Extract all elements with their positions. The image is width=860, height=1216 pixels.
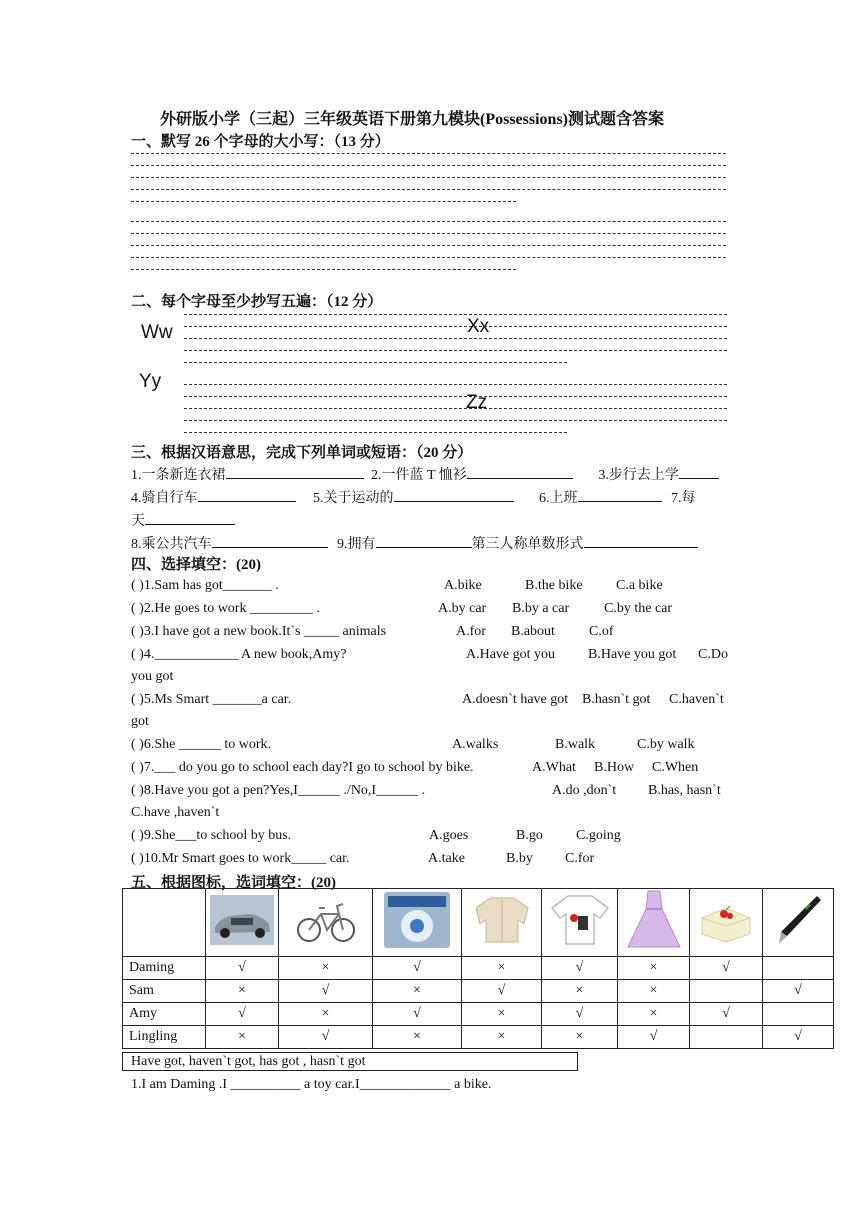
mark-cell: ×: [373, 980, 462, 1003]
option-c-continued: you got: [131, 669, 174, 684]
option-c[interactable]: C.going: [576, 828, 621, 843]
mark-cell: √: [542, 957, 618, 980]
question-stem: ( )8.Have you got a pen?Yes,I______ ./No,I______ .: [131, 783, 426, 798]
mark-cell: ×: [618, 1003, 690, 1026]
option-b[interactable]: B.walk: [555, 737, 596, 752]
vocab-item: 3.步行去上学: [598, 468, 679, 483]
question-stem: ( )3.I have got a new book.It`s _____ animals: [131, 624, 387, 639]
option-b[interactable]: B.by a car: [512, 601, 570, 616]
section-5-heading: 五、根据图标，选词填空：(20): [131, 875, 336, 891]
mark-cell: ×: [279, 957, 373, 980]
mark-cell: √: [618, 1026, 690, 1049]
mark-cell: ×: [279, 1003, 373, 1026]
letter-yy: Yy: [139, 371, 162, 392]
option-a[interactable]: A.goes: [429, 828, 469, 843]
option-a[interactable]: A.for: [456, 624, 486, 639]
table-row: [123, 957, 834, 980]
mark-cell: ×: [542, 1026, 618, 1049]
answer-blank[interactable]: [679, 464, 719, 479]
vocab-item: 7.每: [671, 491, 696, 506]
vocab-item: 天: [131, 514, 145, 529]
option-a[interactable]: A.What: [532, 760, 576, 775]
option-c[interactable]: C.Do: [698, 647, 728, 662]
pen-picture: [763, 889, 834, 957]
question-stem: ( )5.Ms Smart _______a car.: [131, 692, 292, 707]
option-a[interactable]: A.do ,don`t: [552, 783, 617, 798]
option-b[interactable]: B.hasn`t got: [582, 692, 651, 707]
vocab-row-2: [131, 487, 731, 507]
mark-cell: √: [373, 957, 462, 980]
student-name: Sam: [123, 980, 206, 1003]
vocab-item: 9.拥有: [337, 537, 376, 552]
option-a[interactable]: A.by car: [438, 601, 487, 616]
option-b[interactable]: B.about: [511, 624, 555, 639]
answer-blank[interactable]: [226, 464, 364, 479]
mark-cell: √: [690, 957, 763, 980]
vocab-item: 第三人称单数形式: [471, 537, 584, 552]
mark-cell: √: [206, 1003, 279, 1026]
mark-cell: √: [462, 980, 542, 1003]
option-b[interactable]: B.the bike: [525, 578, 583, 593]
answer-blank[interactable]: [467, 464, 573, 479]
mark-cell: √: [690, 1003, 763, 1026]
option-b[interactable]: B.by: [506, 851, 533, 866]
mark-cell: ×: [618, 957, 690, 980]
section-3-heading: 三、根据汉语意思，完成下列单词或短语：（20 分）: [131, 445, 473, 461]
vocab-row-4: [131, 533, 731, 553]
answer-blank[interactable]: [376, 533, 472, 548]
letter-xx: Xx: [467, 316, 490, 337]
option-b[interactable]: B.has, hasn`t: [648, 783, 721, 798]
section-2-heading: 二、每个字母至少抄写五遍：（12 分）: [131, 294, 383, 310]
letter-ww: Ww: [141, 322, 173, 343]
answer-blank[interactable]: [198, 487, 296, 502]
corner-cell: [123, 889, 206, 957]
section-1-heading: 一、默写 26 个字母的大小写：（13 分）: [131, 134, 390, 150]
option-c[interactable]: C.by the car: [604, 601, 673, 616]
question-stem: ( )7.___ do you go to school each day?I go to school by bike.: [131, 760, 474, 775]
question-stem: ( )10.Mr Smart goes to work_____ car.: [131, 851, 350, 866]
option-c-continued: got: [131, 714, 149, 729]
option-c[interactable]: C.of: [589, 624, 614, 639]
mark-cell: √: [373, 1003, 462, 1026]
dress-picture: [618, 889, 690, 957]
option-c[interactable]: C.by walk: [637, 737, 695, 752]
mark-cell: √: [763, 1026, 834, 1049]
mark-cell: ×: [462, 1003, 542, 1026]
mark-cell: ×: [462, 957, 542, 980]
mark-cell: √: [763, 980, 834, 1003]
vocab-row-1: [131, 464, 731, 484]
option-b[interactable]: B.go: [516, 828, 543, 843]
vocab-item: 8.乘公共汽车: [131, 537, 212, 552]
bicycle-picture: [279, 889, 373, 957]
document-title: 外研版小学（三起）三年级英语下册第九模块(Possessions)测试题含答案: [160, 111, 665, 128]
question-stem: ( )2.He goes to work _________ .: [131, 601, 320, 616]
question-stem: ( )9.She___to school by bus.: [131, 828, 292, 843]
option-a[interactable]: A.Have got you: [466, 647, 556, 662]
fill-in-question-1: 1.I am Daming .I __________ a toy car.I_____________ a bike.: [131, 1077, 492, 1092]
answer-blank[interactable]: [578, 487, 662, 502]
vocab-item: 1.一条新连衣裙: [131, 468, 226, 483]
vocab-row-3: [131, 510, 731, 530]
option-a[interactable]: A.doesn`t have got: [462, 692, 569, 707]
student-name: Lingling: [123, 1026, 206, 1049]
mark-cell: ×: [618, 980, 690, 1003]
mark-cell: ×: [373, 1026, 462, 1049]
student-name: Daming: [123, 957, 206, 980]
car-picture: [206, 889, 279, 957]
mark-cell: ×: [462, 1026, 542, 1049]
option-b[interactable]: B.Have you got: [588, 647, 677, 662]
possessions-table: [122, 888, 834, 1049]
mark-cell: √: [279, 980, 373, 1003]
mark-cell: √: [542, 1003, 618, 1026]
table-row: [123, 1003, 834, 1026]
sweater-picture: [462, 889, 542, 957]
student-name: Amy: [123, 1003, 206, 1026]
mark-cell: ×: [206, 980, 279, 1003]
vocab-item: 4.骑自行车: [131, 491, 198, 506]
mark-cell: √: [206, 957, 279, 980]
question-stem: ( )4.____________ A new book,Amy?: [131, 647, 347, 662]
option-b[interactable]: B.How: [594, 760, 635, 775]
t-shirt-picture: [542, 889, 618, 957]
vocab-item: 2.一件蓝 T 恤衫: [371, 468, 467, 483]
mark-cell: [690, 1026, 763, 1049]
vocab-item: 6.上班: [539, 491, 578, 506]
option-c[interactable]: C.have ,haven`t: [131, 805, 220, 820]
mark-cell: [763, 1003, 834, 1026]
option-a[interactable]: A.take: [428, 851, 465, 866]
option-c[interactable]: C.for: [565, 851, 595, 866]
table-row: [123, 1026, 834, 1049]
vocab-item: 5.关于运动的: [313, 491, 394, 506]
mark-cell: ×: [542, 980, 618, 1003]
mark-cell: [763, 957, 834, 980]
option-c[interactable]: C.haven`t: [669, 692, 724, 707]
option-a[interactable]: A.walks: [452, 737, 499, 752]
option-c[interactable]: C.When: [652, 760, 699, 775]
mark-cell: √: [279, 1026, 373, 1049]
cake-picture: [690, 889, 763, 957]
option-a[interactable]: A.bike: [444, 578, 482, 593]
picture-row: [123, 889, 834, 957]
section-4-heading: 四、选择填空：(20): [131, 557, 261, 573]
mark-cell: [690, 980, 763, 1003]
option-c[interactable]: C.a bike: [616, 578, 663, 593]
word-bank-box: Have got, haven`t got, has got , hasn`t got: [122, 1052, 578, 1071]
answer-blank[interactable]: [584, 533, 698, 548]
question-stem: ( )1.Sam has got_______ .: [131, 578, 279, 593]
answer-blank[interactable]: [145, 510, 235, 525]
answer-blank[interactable]: [212, 533, 328, 548]
letter-zz: Zz: [466, 392, 488, 413]
toy-game-picture: [373, 889, 462, 957]
question-stem: ( )6.She ______ to work.: [131, 737, 271, 752]
mark-cell: ×: [206, 1026, 279, 1049]
table-row: [123, 980, 834, 1003]
answer-blank[interactable]: [394, 487, 514, 502]
